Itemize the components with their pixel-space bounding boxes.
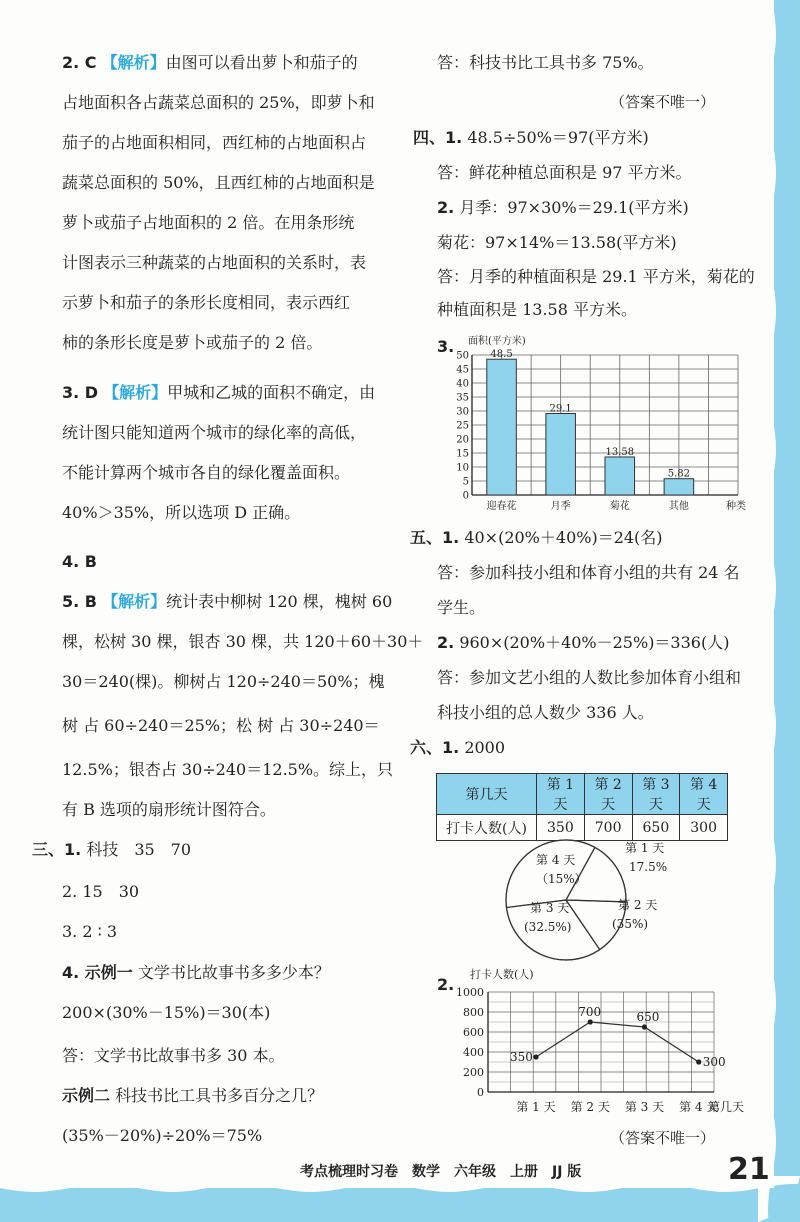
x-tick-label: 第 3 天 xyxy=(624,1100,665,1114)
y-tick-label: 800 xyxy=(463,1006,484,1019)
section-4-q2-calc: 月季：97×30%＝29.1(平方米) xyxy=(459,198,689,217)
q3-line-4: 40%＞35%，所以选项 D 正确。 xyxy=(62,503,301,522)
y-tick-label: 200 xyxy=(463,1066,484,1079)
table-header-cell: 第 3 天 xyxy=(632,774,680,815)
section-6-heading: 六、1. xyxy=(410,738,460,757)
section-4-q1 xyxy=(413,128,649,148)
q2-answer xyxy=(62,53,358,73)
line-chart xyxy=(448,966,758,1116)
section-3-q1 xyxy=(32,840,191,860)
analysis-tag: 【解析】 xyxy=(103,383,168,402)
pie-slice-percent: （15%） xyxy=(536,872,587,886)
q5-number: 5. B xyxy=(62,592,97,611)
section-5-q1-calc: 40×(20%＋40%)＝24(名) xyxy=(464,528,663,547)
pie-slice-label: 第 1 天 xyxy=(625,841,665,855)
y-tick-label: 20 xyxy=(456,434,469,446)
q4-answer: 4. B xyxy=(62,552,97,571)
y-axis-label: 面积(平方米) xyxy=(468,336,526,347)
q5-line-4: 树 占 60÷240＝25%；松 树 占 30÷240＝ xyxy=(62,716,380,735)
q3-line-1: 甲城和乙城的面积不确定，由 xyxy=(167,383,376,402)
example-2 xyxy=(62,1086,323,1106)
y-tick-label: 0 xyxy=(477,1086,484,1099)
pie-slice-percent: (32.5%) xyxy=(524,920,572,934)
y-tick-label: 600 xyxy=(463,1026,484,1039)
section-5-q2-number: 2. xyxy=(437,633,455,652)
x-tick-label: 第 1 天 xyxy=(516,1100,556,1114)
footer-text: 考点梳理时习卷 数学 六年级 上册 JJ 版 xyxy=(300,1164,582,1180)
data-point-label: 350 xyxy=(510,1050,533,1064)
example-2-calc: (35%－20%)÷20%＝75% xyxy=(62,1126,263,1145)
q2-line-5: 萝卜或茄子占地面积的 2 倍。在用条形统 xyxy=(62,213,355,232)
q2-line-8: 柿的条形长度是萝卜或茄子的 2 倍。 xyxy=(62,333,323,352)
table-header-row xyxy=(437,774,728,815)
section-6-q2-number: 2. xyxy=(437,975,455,994)
q5-answer xyxy=(62,592,392,612)
section-3-q4 xyxy=(62,963,330,983)
q2-line-1: 由图可以看出萝卜和茄子的 xyxy=(165,53,358,72)
q2-line-2: 占地面积各占蔬菜总面积的 25%，即萝卜和 xyxy=(62,93,375,112)
y-tick-label: 1000 xyxy=(456,986,484,999)
section-4-q2-calc-b: 菊花：97×14%＝13.58(平方米) xyxy=(437,233,677,252)
q3-line-3: 不能计算两个城市各自的绿化覆盖面积。 xyxy=(62,463,351,482)
pie-slice-label: 第 2 天 xyxy=(618,898,658,912)
q5-line-3: 30＝240(棵)。柳树占 120÷240＝50%；槐 xyxy=(62,672,385,691)
bar-value-label: 29.1 xyxy=(549,403,572,415)
data-point xyxy=(696,1059,701,1064)
y-tick-label: 5 xyxy=(462,476,469,488)
table-header-cell: 第几天 xyxy=(437,774,537,815)
section-6-q1-answer: 2000 xyxy=(464,738,506,757)
example-2-label: 示例二 xyxy=(62,1086,111,1105)
data-point-label: 300 xyxy=(702,1055,726,1069)
wave-border-right xyxy=(758,0,800,1222)
pie-chart xyxy=(490,834,710,964)
section-5-q1-answer-1: 答：参加科技小组和体育小组的共有 24 名 xyxy=(437,563,740,582)
bar xyxy=(605,457,635,495)
bar-value-label: 48.5 xyxy=(490,349,513,361)
data-point xyxy=(533,1054,538,1059)
x-tick-label: 月季 xyxy=(550,501,571,512)
section-4-q1-answer: 答：鲜花种植总面积是 97 平方米。 xyxy=(437,163,692,182)
section-5-q2-answer-1: 答：参加文艺小组的人数比参加体育小组和 xyxy=(437,668,742,687)
section-3-q2: 2. 15 30 xyxy=(62,882,140,901)
q2-line-4: 蔬菜总面积的 50%，且西红柿的占地面积是 xyxy=(62,173,375,192)
x-tick-label: 其他 xyxy=(668,501,689,512)
q5-line-2: 棵，松树 30 棵，银杏 30 棵，共 120＋60＋30＋ xyxy=(62,632,424,651)
example-1-label: 4. 示例一 xyxy=(62,963,133,982)
y-axis-label: 打卡人数(人) xyxy=(470,968,534,981)
table-header-cell: 第 4 天 xyxy=(680,774,728,815)
section-5-heading: 五、1. xyxy=(410,528,460,547)
not-unique-note-1: （答案不唯一） xyxy=(610,93,716,111)
data-point-label: 650 xyxy=(636,1010,660,1024)
section-3-heading: 三、1. xyxy=(32,840,82,859)
section-3-q3: 3. 2 ∶ 3 xyxy=(62,922,118,941)
bar-chart xyxy=(436,334,756,514)
section-4-q3-number: 3. xyxy=(437,337,455,356)
data-point xyxy=(642,1024,647,1029)
x-tick-label: 第 2 天 xyxy=(570,1100,610,1114)
table-header-cell: 第 1 天 xyxy=(537,774,585,815)
q5-line-1: 统计表中柳树 120 棵，槐树 60 xyxy=(166,592,393,611)
y-tick-label: 30 xyxy=(456,406,469,418)
bar xyxy=(487,359,517,495)
pie-slice-label: 第 3 天 xyxy=(530,901,570,915)
data-point xyxy=(588,1019,593,1024)
y-tick-label: 50 xyxy=(456,350,469,362)
q5-line-5: 12.5%；银杏占 30÷240＝12.5%。综上，只 xyxy=(62,760,394,779)
section-4-q2-answer-2: 种植面积是 13.58 平方米。 xyxy=(437,300,637,319)
data-point-label: 700 xyxy=(578,1005,602,1019)
analysis-tag: 【解析】 xyxy=(101,53,166,72)
section-5-q2 xyxy=(437,633,729,653)
y-tick-label: 15 xyxy=(456,448,469,460)
wave-border-bottom xyxy=(0,1176,800,1222)
section-4-heading: 四、1. xyxy=(413,128,463,147)
example-1-calc: 200×(30%－15%)＝30(本) xyxy=(62,1003,271,1022)
example-1-question: 文学书比故事书多多少本？ xyxy=(137,963,330,982)
example-2-question: 科技书比工具书多百分之几？ xyxy=(115,1086,324,1105)
table-cell: 打卡人数(人) xyxy=(437,815,537,841)
y-tick-label: 0 xyxy=(462,490,469,502)
x-axis-label: 种类 xyxy=(726,501,746,512)
pie-slice-percent: (35%) xyxy=(612,917,649,931)
table-cell: 350 xyxy=(537,815,585,841)
table-cell: 700 xyxy=(584,815,632,841)
not-unique-note-2: （答案不唯一） xyxy=(610,1129,716,1147)
pie-slice-percent: 17.5% xyxy=(629,860,668,874)
y-tick-label: 10 xyxy=(456,462,469,474)
q2-line-7: 示萝卜和茄子的条形长度相同，表示西红 xyxy=(62,293,351,312)
table-cell: 300 xyxy=(680,815,728,841)
pie-slice-label: 第 4 天 xyxy=(536,853,576,867)
x-tick-label: 第 4 天 xyxy=(679,1100,719,1114)
q3-line-2: 统计图只能知道两个城市的绿化率的高低， xyxy=(62,423,367,442)
section-3-q1-answer: 科技 35 70 xyxy=(86,840,192,859)
section-5-q2-calc: 960×(20%＋40%－25%)＝336(人) xyxy=(459,633,730,652)
section-5-q1-answer-2: 学生。 xyxy=(437,598,486,617)
section-4-q2-answer-1: 答：月季的种植面积是 29.1 平方米，菊花的 xyxy=(437,267,755,286)
q2-line-6: 计图表示三种蔬菜的占地面积的关系时，表 xyxy=(62,253,367,272)
analysis-tag: 【解析】 xyxy=(102,592,167,611)
page-number: 21 xyxy=(728,1152,770,1187)
table-header-cell: 第 2 天 xyxy=(584,774,632,815)
table-cell: 650 xyxy=(632,815,680,841)
y-tick-label: 45 xyxy=(456,364,469,376)
section-5-q1 xyxy=(410,528,663,548)
x-tick-label: 迎春花 xyxy=(486,501,517,512)
example-1-answer: 答：文学书比故事书多 30 本。 xyxy=(62,1046,285,1065)
answer-top: 答：科技书比工具书多 75%。 xyxy=(437,53,654,72)
y-tick-label: 400 xyxy=(463,1046,484,1059)
section-4-q2-number: 2. xyxy=(437,198,455,217)
y-tick-label: 35 xyxy=(456,392,469,404)
q3-answer xyxy=(62,383,375,403)
section-5-q2-answer-2: 科技小组的总人数少 336 人。 xyxy=(437,703,654,722)
bar-value-label: 13.58 xyxy=(605,446,635,458)
x-axis-label: 第几天 xyxy=(707,1100,745,1114)
y-tick-label: 25 xyxy=(456,420,469,432)
x-tick-label: 菊花 xyxy=(609,501,630,512)
q2-number: 2. C xyxy=(62,53,97,72)
bar-value-label: 5.82 xyxy=(667,468,691,480)
q3-number: 3. D xyxy=(62,383,99,402)
y-tick-label: 40 xyxy=(456,378,469,390)
checkin-table xyxy=(436,773,728,841)
q5-line-6: 有 B 选项的扇形统计图符合。 xyxy=(62,800,276,819)
bar xyxy=(664,479,694,495)
section-4-q2 xyxy=(437,198,689,218)
bar xyxy=(546,414,576,495)
section-6-q1 xyxy=(410,738,505,758)
q2-line-3: 茄子的占地面积相同，西红柿的占地面积占 xyxy=(62,133,367,152)
section-4-q1-calc: 48.5÷50%＝97(平方米) xyxy=(467,128,649,147)
